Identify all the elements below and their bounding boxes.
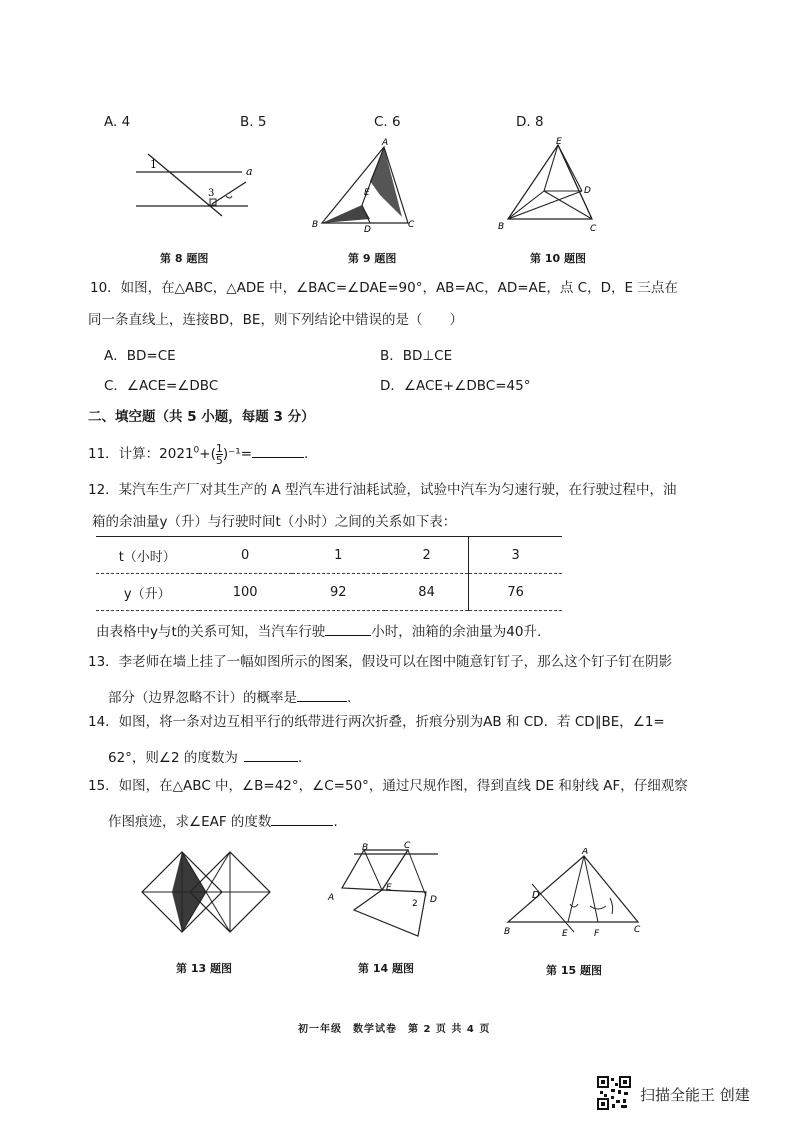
fig8-caption: 第 8 题图 — [160, 252, 209, 265]
q11 — [88, 442, 308, 466]
figure-10 — [496, 135, 606, 235]
fig15-A: A — [582, 848, 589, 857]
fig9-C: C — [408, 220, 415, 230]
page-footer: 初一年级 数学试卷 第 2 页 共 4 页 — [298, 1024, 491, 1035]
fig13-caption: 第 13 题图 — [176, 962, 232, 975]
option-a: A. 4 — [104, 114, 131, 130]
figure-14 — [324, 840, 450, 938]
table-cell: 84 — [385, 574, 469, 611]
table-cell: 100 — [199, 574, 292, 611]
option-c: C. 6 — [374, 114, 401, 130]
fig9-A: A — [382, 138, 389, 148]
q11-end: . — [304, 446, 309, 462]
fig15-E: E — [562, 929, 568, 939]
fig9-B: B — [312, 220, 319, 230]
q11-num: 1 — [215, 441, 223, 455]
fig15-caption: 第 15 题图 — [546, 964, 602, 977]
q11-pre: 11．计算：2021 — [88, 446, 194, 462]
q12-blank — [325, 621, 371, 636]
q12-line1: 12．某汽车生产厂对其生产的 A 型汽车进行油耗试验，试验中汽车为匀速行驶，在行驶过程中，油 — [88, 482, 677, 498]
table-cell: 92 — [292, 574, 385, 611]
fig8-label-1: 1 — [150, 158, 157, 171]
fig10-B: B — [498, 222, 505, 232]
q15-line2: 作图痕迹，求∠EAF 的度数 . — [108, 810, 338, 830]
q11-mid: +( — [199, 446, 216, 462]
q11-den: 5 — [215, 453, 223, 467]
table-cell: 1 — [292, 537, 385, 574]
fig10-E: E — [556, 137, 562, 147]
table-cell: 2 — [385, 537, 469, 574]
q10-option-b: B．BD⊥CE — [380, 348, 453, 364]
q13-line2: 部分（边界忽略不计）的概率是 . — [108, 686, 351, 706]
table-cell: 76 — [469, 574, 562, 611]
figure-15 — [502, 848, 648, 940]
fig14-C: C — [404, 841, 411, 851]
q12-line2: 箱的余油量y（升）与行驶时间t（小时）之间的关系如下表： — [92, 514, 457, 530]
qr-code-icon — [597, 1076, 631, 1110]
fig8-label-a: a — [246, 165, 253, 178]
q14-line2: 62°，则∠2 的度数为 . — [108, 746, 302, 766]
table-cell: t（小时） — [96, 537, 199, 574]
fig14-2: 2 — [412, 899, 418, 909]
fig10-caption: 第 10 题图 — [530, 252, 586, 265]
fig14-E: E — [386, 883, 392, 893]
option-b: B. 5 — [240, 114, 267, 130]
fig8-label-3: 3 — [208, 188, 215, 199]
figure-13 — [140, 846, 272, 938]
fig15-D: D — [532, 890, 540, 901]
fig14-A: A — [328, 893, 335, 903]
q15-line1: 15．如图，在△ABC 中，∠B=42°，∠C=50°，通过尺规作图，得到直线 DE 和射线 AF，仔细观察 — [88, 778, 688, 794]
figure-9 — [312, 135, 422, 235]
table-cell: 3 — [469, 537, 562, 574]
fig10-C: C — [590, 224, 597, 234]
section-2-heading: 二、填空题（共 5 小题，每题 3 分） — [88, 409, 315, 425]
q11-exp: )⁻¹ — [222, 446, 241, 462]
q14-line1: 14．如图，将一条对边互相平行的纸带进行两次折叠，折痕分别为AB 和 CD．若 CD∥BE，∠1= — [88, 714, 665, 730]
fig10-D: D — [584, 186, 591, 196]
q11-blank — [252, 443, 304, 458]
oil-table — [96, 536, 562, 611]
q11-exp0: 0 — [193, 445, 200, 456]
q13-line1: 13．李老师在墙上挂了一幅如图所示的图案，假设可以在图中随意钉钉子，那么这个钉子钉在阴影 — [88, 654, 673, 670]
fig15-C: C — [634, 925, 641, 935]
fig9-E: E — [364, 188, 370, 198]
table-cell: y（升） — [96, 574, 199, 611]
table-row — [96, 574, 562, 611]
fig9-D: D — [364, 225, 371, 235]
fig15-F: F — [594, 929, 600, 939]
q13-blank — [297, 687, 347, 702]
option-d: D. 8 — [516, 114, 544, 130]
fig14-B: B — [362, 843, 369, 853]
table-row — [96, 537, 562, 574]
q10-option-c: C．∠ACE=∠DBC — [104, 378, 219, 394]
fig15-B: B — [504, 927, 511, 937]
q10-line2: 同一条直线上，连接BD，BE，则下列结论中错误的是（ ） — [88, 312, 463, 328]
fig14-caption: 第 14 题图 — [358, 962, 414, 975]
q12-line3: 由表格中y与t的关系可知，当汽车行驶 小时，油箱的余油量为40升. — [96, 620, 541, 640]
q11-post: = — [240, 446, 252, 462]
q14-blank — [244, 747, 298, 762]
table-cell: 0 — [199, 537, 292, 574]
fig9-caption: 第 9 题图 — [348, 252, 397, 265]
figure-8 — [130, 148, 260, 218]
fig14-D: D — [430, 895, 437, 905]
q10-line1: 10．如图，在△ABC，△ADE 中，∠BAC=∠DAE=90°，AB=AC，AD=AE，点 C，D，E 三点在 — [90, 280, 678, 296]
q10-option-a: A．BD=CE — [104, 348, 176, 364]
scanner-watermark: 扫描全能王 创建 — [640, 1086, 750, 1104]
q15-blank — [271, 811, 333, 826]
q10-option-d: D．∠ACE+∠DBC=45° — [380, 378, 531, 394]
